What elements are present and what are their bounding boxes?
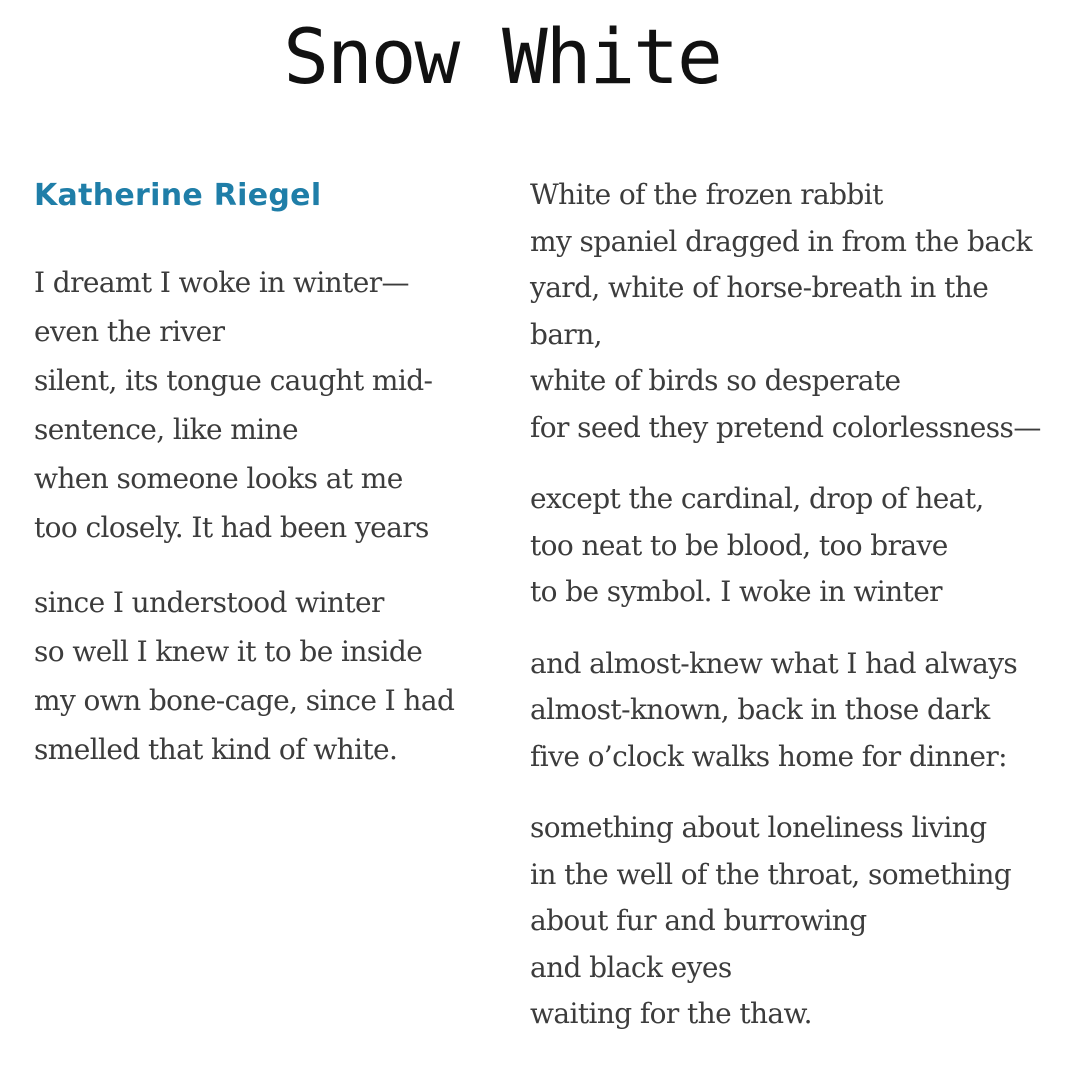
- poem-line: when someone looks at me: [34, 462, 403, 495]
- poem-line: I dreamt I woke in winter—: [34, 266, 409, 299]
- poem-line: except the cardinal, drop of heat,: [530, 482, 984, 515]
- poem-line: for seed they pretend colorlessness—: [530, 410, 1041, 444]
- poem-left-column: [34, 258, 504, 774]
- poem-line: in the well of the throat, something: [530, 857, 1012, 891]
- poem-title: Snow White: [283, 12, 721, 101]
- poem-line: and almost-knew what I had always: [530, 646, 1018, 680]
- poem-stanza: [34, 578, 504, 774]
- author-name: Katherine Riegel: [34, 178, 322, 213]
- poem-line: to be symbol. I woke in winter: [530, 575, 942, 608]
- poem-right-column: [530, 172, 1060, 1038]
- poem-line: something about loneliness living: [530, 811, 987, 844]
- poem-stanza: [34, 258, 504, 552]
- poem-stanza: [530, 641, 1060, 781]
- poem-line: smelled that kind of white.: [34, 733, 398, 766]
- poem-line: and black eyes: [530, 950, 732, 984]
- poem-line: sentence, like mine: [34, 413, 298, 446]
- poem-line: barn,: [530, 317, 602, 351]
- poem-stanza: [530, 805, 1060, 1038]
- poem-line: White of the frozen rabbit: [530, 178, 883, 211]
- poem-line: my spaniel dragged in from the back: [530, 224, 1032, 258]
- poem-line: since I understood winter: [34, 586, 384, 619]
- poem-line: my own bone-cage, since I had: [34, 684, 455, 717]
- poem-line: even the river: [34, 315, 225, 348]
- poem-line: too closely. It had been years: [34, 511, 429, 544]
- poem-line: about fur and burrowing: [530, 904, 867, 937]
- poem-line: white of birds so desperate: [530, 364, 901, 397]
- poem-line: yard, white of horse-breath in the: [530, 271, 989, 304]
- poem-stanza: [530, 476, 1060, 616]
- poem-line: so well I knew it to be inside: [34, 635, 423, 668]
- poem-line: too neat to be blood, too brave: [530, 528, 948, 562]
- poem-line: five o’clock walks home for dinner:: [530, 739, 1008, 773]
- poem-line: waiting for the thaw.: [530, 997, 812, 1030]
- poem-stanza: [530, 172, 1060, 451]
- poem-line: almost-known, back in those dark: [530, 693, 990, 726]
- poem-line: silent, its tongue caught mid-: [34, 364, 433, 397]
